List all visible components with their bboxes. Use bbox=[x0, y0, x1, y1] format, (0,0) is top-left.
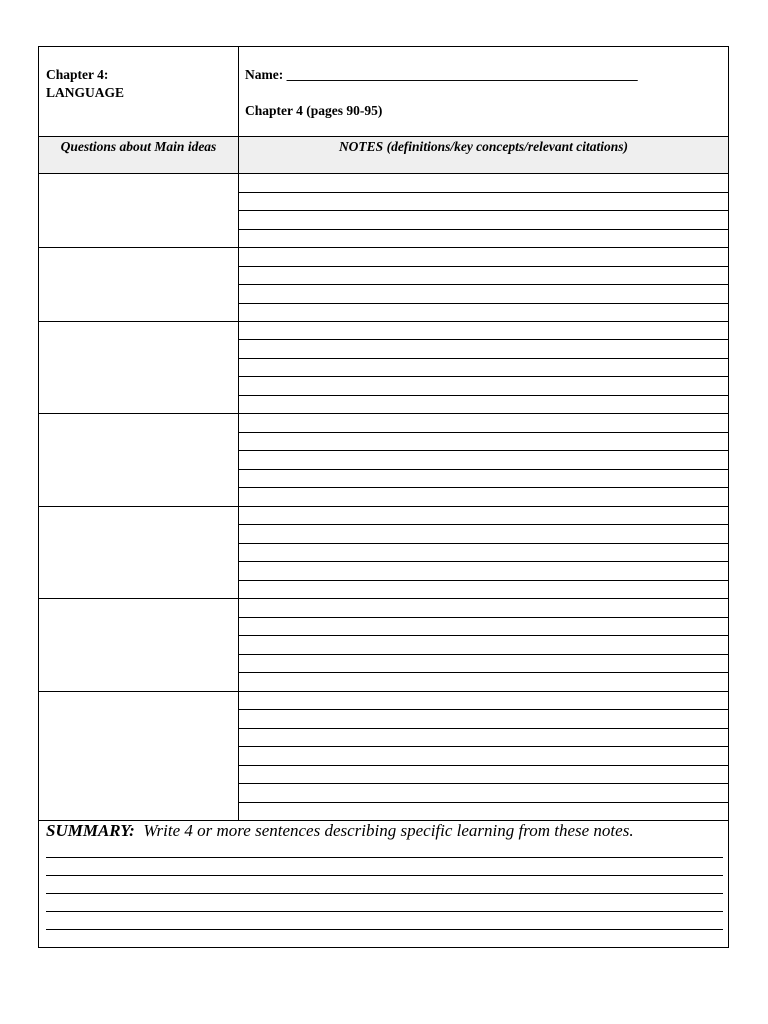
column-divider bbox=[238, 47, 239, 821]
note-line bbox=[238, 524, 728, 525]
name-field[interactable]: Name: ____________________________________________________ bbox=[245, 67, 638, 82]
note-line bbox=[238, 395, 728, 396]
questions-column-header: Questions about Main ideas bbox=[60, 139, 217, 154]
section-divider bbox=[39, 321, 728, 322]
column-header-divider bbox=[39, 173, 728, 174]
note-line bbox=[238, 746, 728, 747]
note-line bbox=[238, 339, 728, 340]
note-line bbox=[238, 617, 728, 618]
note-line bbox=[238, 709, 728, 710]
note-line bbox=[238, 487, 728, 488]
note-line bbox=[238, 450, 728, 451]
note-line bbox=[238, 561, 728, 562]
chapter-title bbox=[46, 66, 124, 102]
section-divider bbox=[39, 413, 728, 414]
note-line bbox=[238, 284, 728, 285]
chapter-topic: LANGUAGE bbox=[46, 85, 125, 100]
summary-line bbox=[46, 857, 723, 858]
summary-heading bbox=[46, 820, 634, 842]
pages-label: Chapter 4 (pages 90-95) bbox=[245, 103, 383, 118]
section-divider bbox=[39, 691, 728, 692]
note-line bbox=[238, 358, 728, 359]
summary-line bbox=[46, 929, 723, 930]
note-line bbox=[238, 210, 728, 211]
note-line bbox=[238, 672, 728, 673]
note-line bbox=[238, 783, 728, 784]
note-line bbox=[238, 580, 728, 581]
chapter-number: Chapter 4: bbox=[46, 67, 109, 82]
note-line bbox=[238, 303, 728, 304]
section-divider bbox=[39, 247, 728, 248]
summary-line bbox=[46, 911, 723, 912]
note-line bbox=[238, 654, 728, 655]
header-divider bbox=[39, 136, 728, 137]
summary-line bbox=[46, 893, 723, 894]
notes-worksheet bbox=[38, 46, 729, 948]
note-line bbox=[238, 432, 728, 433]
section-divider bbox=[39, 506, 728, 507]
note-line bbox=[238, 635, 728, 636]
note-line bbox=[238, 266, 728, 267]
note-line bbox=[238, 229, 728, 230]
summary-prompt: Write 4 or more sentences describing specific learning from these notes. bbox=[143, 821, 634, 840]
note-line bbox=[238, 376, 728, 377]
note-line bbox=[238, 543, 728, 544]
notes-column-header: NOTES (definitions/key concepts/relevant citations) bbox=[338, 139, 629, 154]
summary-line bbox=[46, 875, 723, 876]
note-line bbox=[238, 469, 728, 470]
section-divider bbox=[39, 598, 728, 599]
note-line bbox=[238, 802, 728, 803]
note-line bbox=[238, 192, 728, 193]
note-line bbox=[238, 765, 728, 766]
summary-label: SUMMARY: bbox=[46, 821, 135, 840]
note-line bbox=[238, 728, 728, 729]
